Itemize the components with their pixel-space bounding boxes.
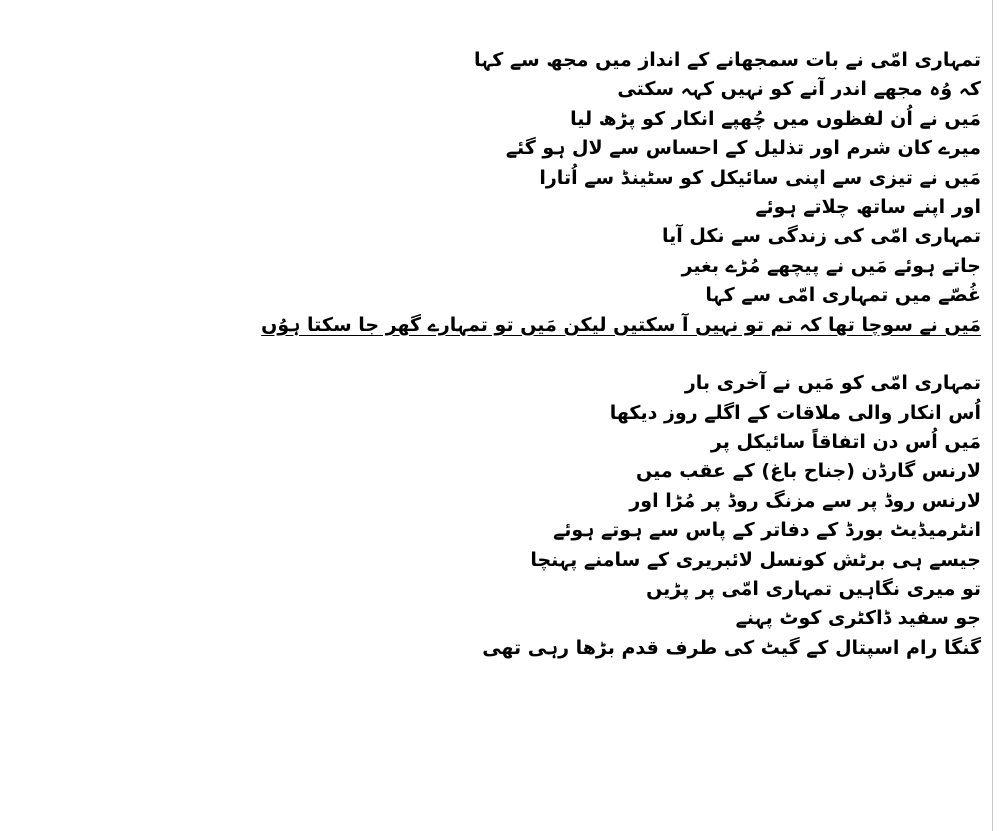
poem-line: [21, 252, 981, 281]
line-text: تمہاری امّی نے بات سمجھانے کے انداز میں مجھ سے کہا: [473, 49, 981, 71]
poem-line: [21, 134, 981, 163]
poem-line: [21, 222, 981, 251]
line-text: لارنس گارڈن (جناح باغ) کے عقب میں: [635, 460, 981, 483]
line-text: گنگا رام اسپتال کے گیٹ کی طرف قدم بڑھا رہی تھی: [482, 636, 981, 659]
poem-line-underlined: [21, 311, 981, 340]
poem-line: [21, 105, 981, 134]
poem-line: [21, 75, 981, 104]
poem-line: [21, 457, 981, 486]
line-text: تمہاری امّی کو مَیں نے آخری بار: [684, 372, 981, 395]
stanza-separator: [21, 340, 981, 369]
line-text: میرے کان شرم اور تذلیل کے احساس سے لال ہو گئے: [505, 137, 981, 160]
line-text: جاتے ہوئے مَیں نے پیچھے مُڑے بغیر: [681, 254, 981, 277]
line-text: لارنس روڈ پر سے مزنگ روڈ پر مُڑا اور: [629, 489, 981, 512]
page-margin-border: [992, 0, 993, 831]
line-text: انٹرمیڈیٹ بورڈ کے دفاتر کے پاس سے ہوتے ہوئے: [553, 519, 981, 542]
poem-line: [21, 546, 981, 575]
line-text: جیسے ہی برٹش کونسل لائبریری کے سامنے پہنچا: [530, 548, 981, 571]
poem-line: [21, 575, 981, 604]
line-text: تو میری نگاہیں تمہاری امّی پر پڑیں: [646, 578, 981, 601]
line-text: اُس انکار والی ملاقات کے اگلے روز دیکھا: [609, 401, 981, 424]
poem-line: [21, 487, 981, 516]
poem-line: [21, 164, 981, 193]
poem-line: [21, 193, 981, 222]
poem-line: [21, 46, 981, 75]
poem-line: [21, 516, 981, 545]
line-text: مَیں نے سوچا تھا کہ تم تو نہیں آ سکتیں لیکن مَیں تو تمہارے گھر جا سکتا ہوُں: [261, 313, 981, 336]
line-text: مَیں نے اُن لفظوں میں چُھپے انکار کو پڑھ لیا: [570, 107, 981, 130]
line-text: مَیں نے تیزی سے اپنی سائیکل کو سٹینڈ سے اُتارا: [539, 166, 981, 189]
line-text: کہ وُہ مجھے اندر آنے کو نہیں کہہ سکتی: [617, 78, 981, 101]
poem-line: [21, 281, 981, 310]
poem-line: [21, 604, 981, 633]
line-text: غُصّے میں تمہاری امّی سے کہا: [705, 284, 981, 307]
line-text: تمہاری امّی کی زندگی سے نکل آیا: [661, 225, 981, 248]
line-text: اور اپنے ساتھ چلاتے ہوئے: [755, 195, 981, 218]
poem-line: [21, 399, 981, 428]
line-text: مَیں اُس دن اتفاقاً سائیکل پر: [710, 431, 981, 454]
line-text: جو سفید ڈاکٹری کوٹ پہنے: [735, 607, 981, 630]
poem-line: [21, 428, 981, 457]
poem-line: [21, 369, 981, 398]
poem-text: [21, 46, 981, 663]
poem-line: [21, 634, 981, 663]
